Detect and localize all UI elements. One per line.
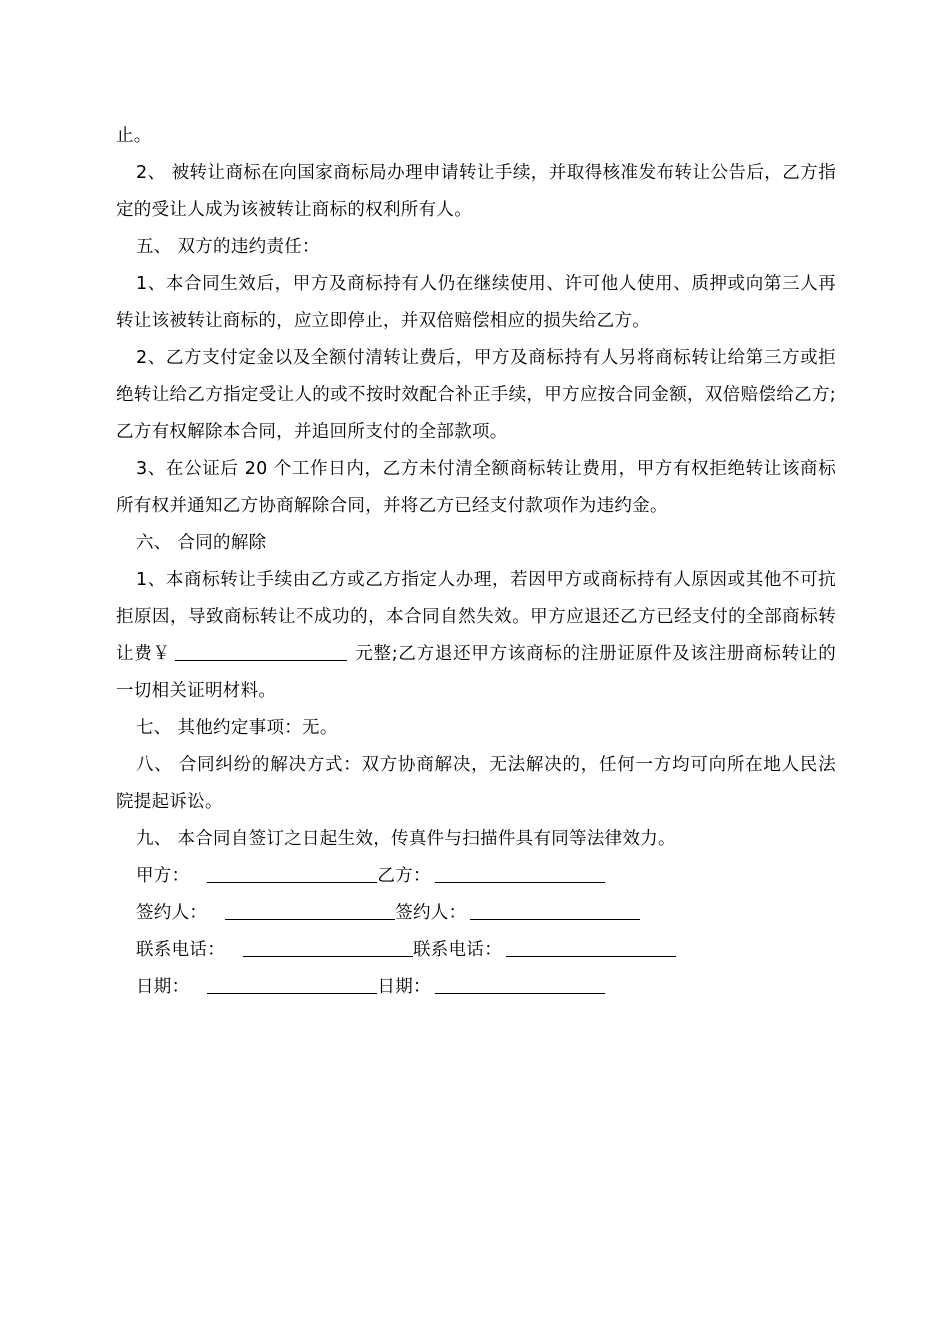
clause-6-1-text-b: 元整;乙方退还甲方该商标的注册证原件及该注册商标转让的一切相关证明材料。 xyxy=(116,644,836,701)
clause-6-1 xyxy=(116,562,836,710)
party-a-label: 甲方： xyxy=(136,866,190,886)
party-a-blank[interactable] xyxy=(207,864,377,883)
signer-a-label: 签约人： xyxy=(136,903,208,923)
section-8-heading: 八、 合同纠纷的解决方式：双方协商解决，无法解决的，任何一方均可向所在地人民法院提起诉讼。 xyxy=(116,755,836,812)
signer-b-blank[interactable] xyxy=(470,901,640,920)
section-9-heading: 九、 本合同自签订之日起生效，传真件与扫描件具有同等法律效力。 xyxy=(136,829,676,849)
phone-a-label: 联系电话： xyxy=(136,940,225,960)
signer-b-label: 签约人： xyxy=(395,903,467,923)
section-7-heading: 七、 其他约定事项：无。 xyxy=(136,718,338,738)
clause-5-2: 2、乙方支付定金以及全额付清转让费后，甲方及商标持有人另将商标转让给第三方或拒绝转让给乙方指定受让人的或不按时效配合补正手续，甲方应按合同金额，双倍赔偿给乙方;乙方有权解除本合同，并追回所支付的全部款项。 xyxy=(116,348,836,442)
signature-row-signer xyxy=(116,895,836,932)
date-b-label: 日期： xyxy=(377,977,431,997)
section-6-heading: 六、 合同的解除 xyxy=(136,533,267,553)
party-b-label: 乙方： xyxy=(377,866,431,886)
party-b-blank[interactable] xyxy=(435,864,605,883)
phone-b-blank[interactable] xyxy=(506,938,676,957)
section-5-heading: 五、 双方的违约责任： xyxy=(136,237,320,257)
date-a-blank[interactable] xyxy=(207,975,377,994)
paragraph-continuation: 止。 xyxy=(116,126,152,146)
clause-6-1-text-a: 1、本商标转让手续由乙方或乙方指定人办理，若因甲方或商标持有人原因或其他不可抗拒原因，导致商标转让不成功的，本合同自然失效。甲方应退还乙方已经支付的全部商标转让费￥ xyxy=(116,570,836,664)
clause-5-3: 3、在公证后 20 个工作日内，乙方未付清全额商标转让费用，甲方有权拒绝转让该商标所有权并通知乙方协商解除合同，并将乙方已经支付款项作为违约金。 xyxy=(116,459,836,516)
date-b-blank[interactable] xyxy=(435,975,605,994)
document-body xyxy=(116,118,836,1006)
signer-a-blank[interactable] xyxy=(225,901,395,920)
signature-row-party xyxy=(116,858,836,895)
phone-a-blank[interactable] xyxy=(243,938,413,957)
signature-row-date xyxy=(116,969,836,1006)
date-a-label: 日期： xyxy=(136,977,190,997)
refund-amount-blank[interactable] xyxy=(175,642,347,661)
clause-5-1: 1、本合同生效后，甲方及商标持有人仍在继续使用、许可他人使用、质押或向第三人再转让该被转让商标的，应立即停止，并双倍赔偿相应的损失给乙方。 xyxy=(116,274,836,331)
signature-row-phone xyxy=(116,932,836,969)
phone-b-label: 联系电话： xyxy=(413,940,502,960)
clause-4-2: 2、 被转让商标在向国家商标局办理申请转让手续，并取得核准发布转让公告后，乙方指定的受让人成为该被转让商标的权利所有人。 xyxy=(116,163,836,220)
